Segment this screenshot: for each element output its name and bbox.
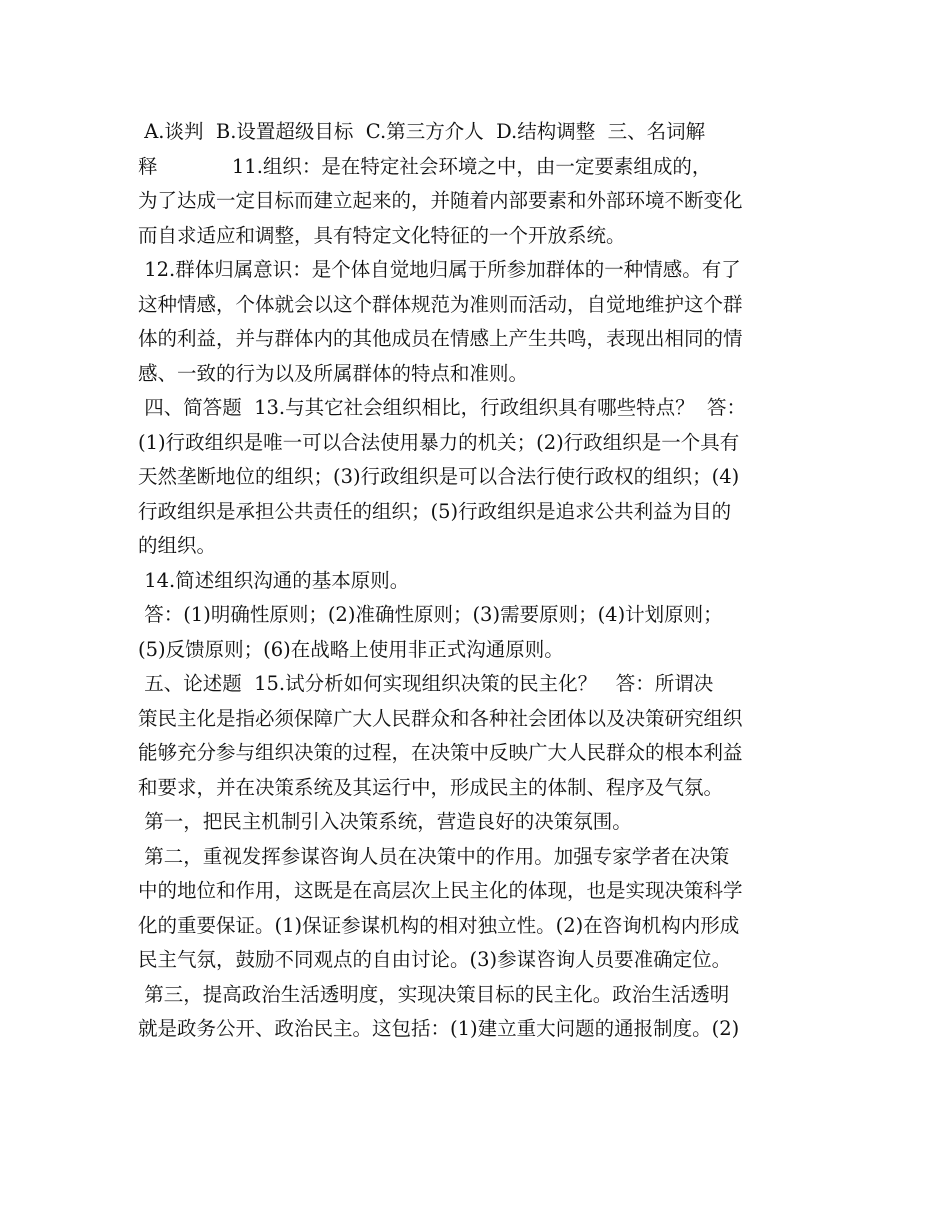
text-line: 答：(1)明确性原则；(2)准确性原则；(3)需要原则；(4)计划原则； xyxy=(138,603,723,626)
text-line: 感、一致的行为以及所属群体的特点和准则。 xyxy=(138,361,529,385)
text-line: 14.简述组织沟通的基本原则。 xyxy=(138,568,410,592)
text-line: 能够充分参与组织决策的过程，在决策中反映广大人民群众的根本利益 xyxy=(138,741,743,764)
text-line: 的组织。 xyxy=(138,534,217,557)
text-line: 第一，把民主机制引入决策系统，营造良好的决策氛围。 xyxy=(138,810,632,833)
text-line: 而自求适应和调整，具有特定文化特征的一个开放系统。 xyxy=(138,223,626,247)
text-line: 第三，提高政治生活透明度，实现决策目标的民主化。政治生活透明 xyxy=(138,982,730,1006)
text-line: 中的地位和作用，这既是在高层次上民主化的体现，也是实现决策科学 xyxy=(138,879,743,902)
text-line: 五、论述题 15.试分析如何实现组织决策的民主化？ 答：所谓决 xyxy=(138,672,714,695)
text-line: 第二，重视发挥参谋咨询人员在决策中的作用。加强专家学者在决策 xyxy=(138,844,730,868)
text-line: 这种情感，个体就会以这个群体规范为准则而活动，自觉地维护这个群 xyxy=(138,292,743,316)
text-line: 行政组织是承担公共责任的组织；(5)行政组织是追求公共利益为目的 xyxy=(138,499,732,523)
text-line: 策民主化是指必须保障广大人民群众和各种社会团体以及决策研究组织 xyxy=(138,706,743,730)
text-line: (5)反馈原则；(6)在战略上使用非正式沟通原则。 xyxy=(138,637,564,661)
text-line: 四、简答题 13.与其它社会组织相比，行政组织具有哪些特点？ 答： xyxy=(138,396,747,419)
text-line: 为了达成一定目标而建立起来的，并随着内部要素和外部环境不断变化 xyxy=(138,189,743,212)
text-line: A.谈判 B.设置超级目标 C.第三方介人 D.结构调整 三、名词解 xyxy=(138,120,706,143)
text-line: 就是政务公开、政治民主。这包括：(1)建立重大问题的通报制度。(2) xyxy=(138,1017,740,1040)
text-line: 天然垄断地位的组织；(3)行政组织是可以合法行使行政权的组织；(4) xyxy=(138,465,740,488)
text-line: 体的利益，并与群体内的其他成员在情感上产生共鸣，表现出相同的情 xyxy=(138,327,743,350)
text-line: 释 11.组织：是在特定社会环境之中，由一定要素组成的， xyxy=(138,154,712,178)
text-line: 化的重要保证。(1)保证参谋机构的相对独立性。(2)在咨询机构内形成 xyxy=(138,913,740,937)
text-line: 和要求，并在决策系统及其运行中，形成民主的体制、程序及气氛。 xyxy=(138,775,724,799)
text-line: (1)行政组织是唯一可以合法使用暴力的机关；(2)行政组织是一个具有 xyxy=(138,430,740,454)
body-text xyxy=(138,115,818,1047)
text-line: 民主气氛，鼓励不同观点的自由讨论。(3)参谋咨询人员要准确定位。 xyxy=(138,948,732,971)
text-line: 12.群体归属意识：是个体自觉地归属于所参加群体的一种情感。有了 xyxy=(138,258,741,281)
